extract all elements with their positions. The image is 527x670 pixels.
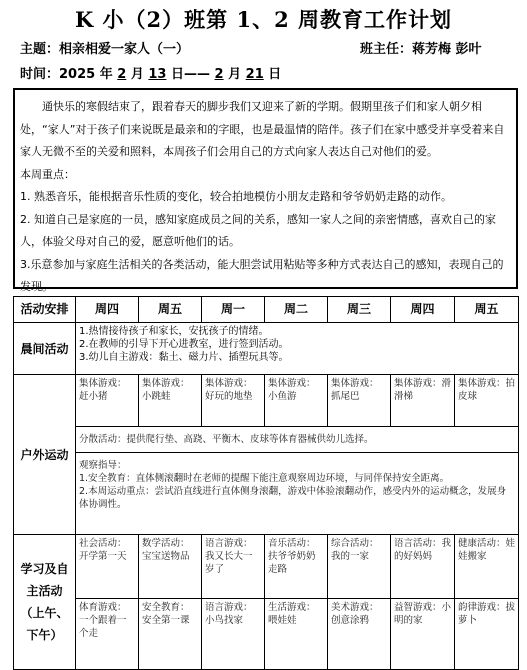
study-row-2 [14,599,519,670]
guidance-line: 1.安全教育：直体侧滚翻时在老师的提醒下能注意观察周边环境，与同伴保持安全距离。 [79,473,450,484]
guidance-content [76,453,519,535]
outdoor-label: 户外运动 [14,375,76,535]
study-label-line: 下午） [26,628,63,642]
study-activity: 音乐活动：扶爷爷奶奶走路 [265,535,328,599]
focus-point: 1. 熟悉音乐，能根据音乐性质的变化，较合拍地模仿小朋友走路和爷爷奶奶走路的动作。 [20,190,452,203]
day-header: 周三 [328,297,391,323]
outdoor-game: 集体游戏：滑滑梯 [391,375,455,427]
teacher-label: 班主任：蒋芳梅 彭叶 [360,42,482,57]
study-activity: 美术游戏：创意涂鸦 [328,599,391,670]
study-activity: 数学活动：宝宝送物品 [139,535,202,599]
day-header: 周四 [76,297,139,323]
outdoor-game: 集体游戏：小跳蛙 [139,375,202,427]
month-label-2: 月 [228,67,242,82]
outdoor-guidance-row [14,453,519,535]
morning-line: 1.热情接待孩子和家长，安抚孩子的情绪。 [79,326,269,337]
day-label-1: 日—— [171,67,211,82]
focus-point: 3.乐意参加与家庭生活相关的各类活动，能大胆尝试用粘贴等多种方式表达自己的感知，表现自己的发现。 [20,257,504,293]
study-label-line: 学习及自 [20,562,69,576]
month-label-1: 月 [130,67,144,82]
outdoor-game: 集体游戏：好玩的地垫 [202,375,265,427]
time-range [20,63,281,82]
study-activity: 健康活动：娃娃搬家 [455,535,519,599]
day-header: 周一 [202,297,265,323]
focus-point: 2. 知道自己是家庭的一员，感知家庭成员之间的关系，感知一家人之间的亲密情感，喜欢自己的家人，体验父母对自己的爱，愿意听他们的话。 [20,212,496,248]
study-activity: 语言游戏：小鸟找家 [202,599,265,670]
outdoor-game: 集体游戏：拍皮球 [455,375,519,427]
outdoor-scattered-row [14,427,519,453]
day-header: 周五 [139,297,202,323]
morning-label: 晨间活动 [14,323,76,375]
study-label-line: 主活动 [26,584,63,598]
intro-box [13,88,518,293]
morning-line: 2.在教师的引导下开心进教室，进行签到活动。 [79,339,289,350]
day-header: 周二 [265,297,328,323]
study-label [14,535,76,670]
scattered-activity: 分散活动：提供爬行垫、高跷、平衡木、皮球等体育器械供幼儿选择。 [76,427,519,453]
guidance-line: 2.本周运动重点：尝试沿直线进行直体侧身滚翻，游戏中体验滚翻动作，感受内外的运动概念，发展身体协调性。 [79,486,507,510]
study-activity: 生活游戏：喂娃娃 [265,599,328,670]
outdoor-games-row [14,375,519,427]
table-header-row [14,297,519,323]
study-label-line: （上午、 [20,606,69,620]
morning-row [14,323,519,375]
outdoor-game: 集体游戏：赶小猪 [76,375,139,427]
day-label-2: 日 [268,67,282,82]
guidance-heading: 观察指导： [79,460,127,471]
activity-table [13,296,519,670]
start-month: 2 [117,67,127,82]
theme-label: 主题：相亲相爱一家人（一） [20,42,190,57]
study-row-1 [14,535,519,599]
study-activity: 社会活动：开学第一天 [76,535,139,599]
study-activity: 体育游戏：一个跟着一个走 [76,599,139,670]
intro-paragraph: 通快乐的寒假结束了，跟着春天的脚步我们又迎来了新的学期。假期里孩子们和家人朝夕相处，“家人”对于孩子们来说既是最亲和的字眼，也是最温情的陪伴。孩子们在家中感受并享受着来自家人无微不至的关爱和照料，本周孩子们会用自己的方式向家人表达自己对他们的爱。 [20,100,505,158]
outdoor-game: 集体游戏：抓尾巴 [328,375,391,427]
plan-title: K 小（2）班第 1、2 周教育工作计划 [74,7,453,32]
start-day: 13 [148,67,167,82]
study-activity: 语言游戏：我又长大一岁了 [202,535,265,599]
study-activity: 语言活动：我的好妈妈 [391,535,455,599]
study-activity: 韵律游戏：拔萝卜 [455,599,519,670]
end-month: 2 [214,67,224,82]
day-header: 周四 [391,297,455,323]
morning-line: 3.幼儿自主游戏：黏土、磁力片、插塑玩具等。 [79,352,289,363]
study-activity: 益智游戏：小明的家 [391,599,455,670]
day-header: 周五 [455,297,519,323]
end-day: 21 [245,67,264,82]
study-activity: 安全教育：安全第一课 [139,599,202,670]
outdoor-game: 集体游戏：小鱼游 [265,375,328,427]
activity-header: 活动安排 [14,297,76,323]
focus-heading: 本周重点： [20,167,75,181]
time-label: 时间：2025 年 [20,67,113,82]
morning-content [76,323,519,375]
study-activity: 综合活动：我的一家 [328,535,391,599]
